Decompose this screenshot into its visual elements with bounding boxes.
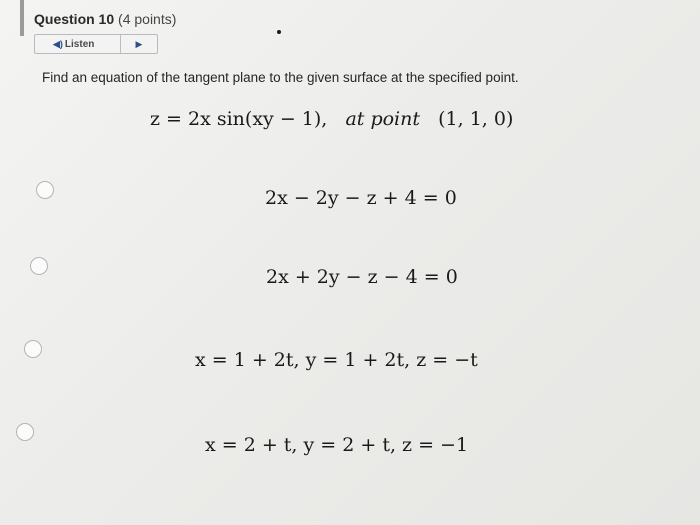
question-title: Question 10 <box>34 11 115 27</box>
choice-text-2: 2x + 2y − z − 4 = 0 <box>266 266 458 288</box>
stray-dot <box>277 30 281 34</box>
choice-text-4: x = 2 + t, y = 2 + t, z = −1 <box>205 434 469 456</box>
question-left-border <box>20 0 24 36</box>
choice-radio-1[interactable] <box>36 181 54 199</box>
surface-function: z = 2x sin(xy − 1), <box>150 108 328 130</box>
listen-button[interactable] <box>35 35 121 53</box>
choice-option-4[interactable] <box>0 420 700 460</box>
listen-label: Listen <box>64 38 95 50</box>
choice-option-3[interactable] <box>0 335 700 375</box>
choice-option-2[interactable] <box>0 250 700 290</box>
point-coordinates: (1, 1, 0) <box>438 108 514 130</box>
listen-widget <box>34 34 158 54</box>
choice-text-3: x = 1 + 2t, y = 1 + 2t, z = −t <box>195 349 478 371</box>
choice-text-1: 2x − 2y − z + 4 = 0 <box>265 187 457 209</box>
choice-radio-3[interactable] <box>24 340 42 358</box>
choice-radio-2[interactable] <box>30 257 48 275</box>
speaker-icon: ◀) <box>53 38 63 49</box>
question-header <box>34 11 176 27</box>
choice-radio-4[interactable] <box>16 423 34 441</box>
surface-equation <box>150 108 513 130</box>
play-button[interactable] <box>121 35 157 53</box>
play-icon: ▶ <box>135 38 143 49</box>
question-prompt: Find an equation of the tangent plane to the given surface at the specified point. <box>42 70 519 85</box>
choice-option-1[interactable] <box>0 172 700 212</box>
question-points: (4 points) <box>118 11 177 27</box>
at-point-label: at point <box>345 108 421 130</box>
